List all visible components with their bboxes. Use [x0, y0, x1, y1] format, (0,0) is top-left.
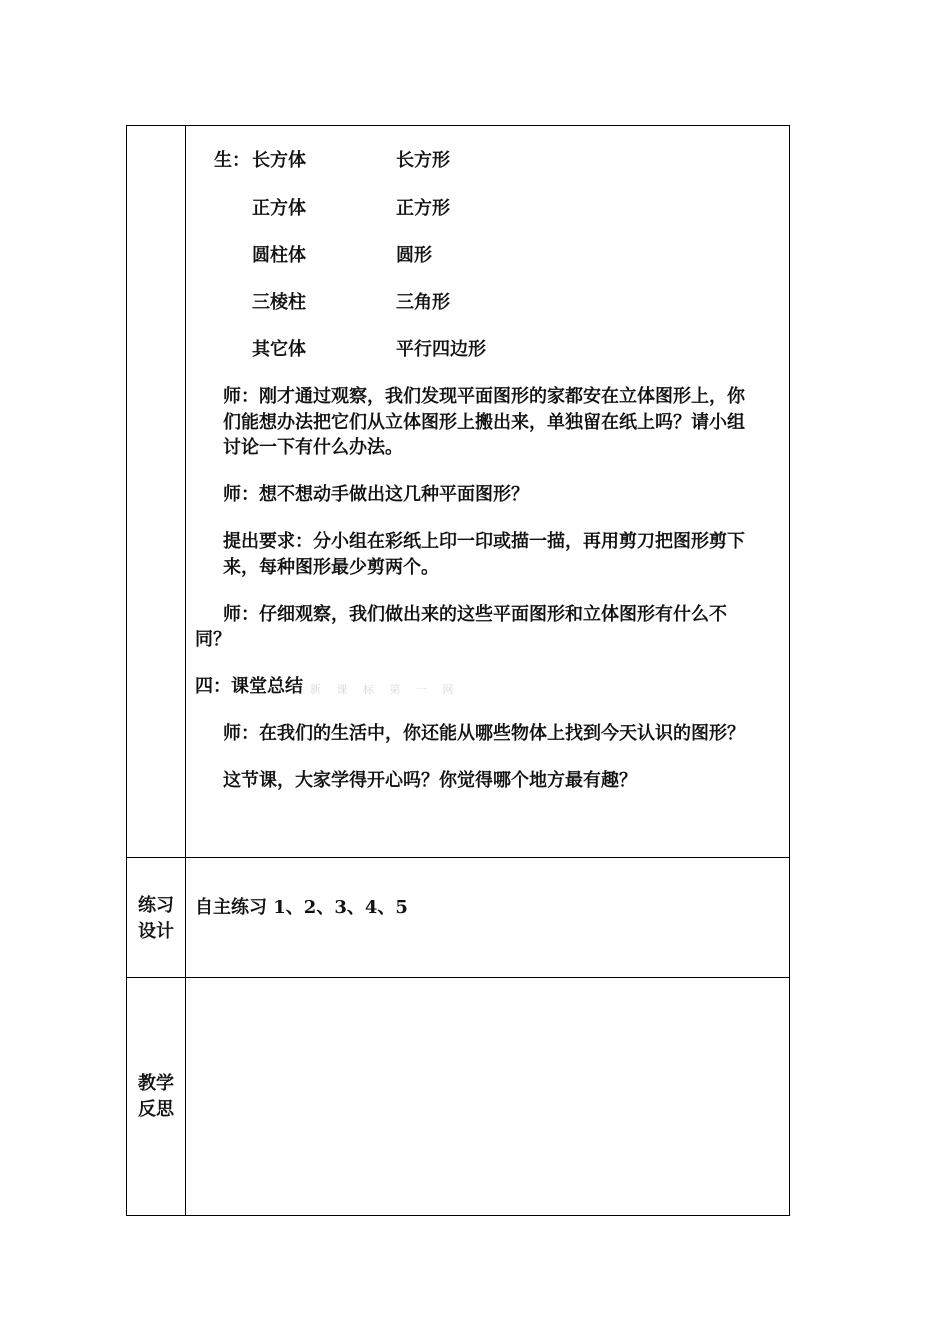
- plane-shape-3: 圆形: [396, 245, 432, 266]
- section-heading-summary: 四：课堂总结: [195, 676, 303, 697]
- solid-shape-2: 正方体: [252, 198, 306, 219]
- reflection-label-line-2: 反思: [138, 1099, 174, 1120]
- solid-shape-5: 其它体: [252, 339, 306, 360]
- reflection-label-line-1: 教学: [138, 1073, 174, 1094]
- plane-shape-1: 长方形: [396, 150, 450, 171]
- closing-question: 这节课，大家学得开心吗？你觉得哪个地方最有趣？: [223, 770, 637, 791]
- teacher-paragraph-1-line-1: 师：刚才通过观察，我们发现平面图形的家都安在立体图形上，你: [223, 386, 745, 407]
- lesson-plan-table: [126, 125, 790, 1216]
- plane-shape-4: 三角形: [396, 292, 450, 313]
- practice-content: 自主练习 1、2、3、4、5: [195, 897, 408, 918]
- teacher-paragraph-1-line-3: 讨论一下有什么办法。: [223, 437, 403, 458]
- pair-prefix: 生：: [214, 150, 250, 171]
- reflection-content-area: [186, 978, 789, 1215]
- teacher-paragraph-5: 师：在我们的生活中，你还能从哪些物体上找到今天认识的图形？: [223, 723, 745, 744]
- row-divider-1: [127, 857, 789, 858]
- requirement-line-2: 来，每种图形最少剪两个。: [223, 557, 439, 578]
- plane-shape-5: 平行四边形: [396, 339, 486, 360]
- practice-label-line-1: 练习: [138, 895, 174, 916]
- teacher-paragraph-4-line-2: 同？: [195, 629, 231, 650]
- plane-shape-2: 正方形: [396, 198, 450, 219]
- reflection-label: [127, 1071, 185, 1123]
- teacher-paragraph-1-line-2: 们能想办法把它们从立体图形上搬出来，单独留在纸上吗？请小组: [223, 412, 745, 433]
- practice-label: [127, 893, 185, 945]
- watermark-text: 新 课 标 第 一 网: [310, 683, 460, 696]
- requirement-line-1: 提出要求：分小组在彩纸上印一印或描一描，再用剪刀把图形剪下: [223, 531, 745, 552]
- teacher-paragraph-2: 师：想不想动手做出这几种平面图形？: [223, 484, 529, 505]
- solid-shape-4: 三棱柱: [252, 292, 306, 313]
- solid-shape-3: 圆柱体: [252, 245, 306, 266]
- teacher-paragraph-4-line-1: 师：仔细观察，我们做出来的这些平面图形和立体图形有什么不: [223, 604, 727, 625]
- practice-label-line-2: 设计: [138, 921, 174, 942]
- solid-shape-1: 长方体: [252, 150, 306, 171]
